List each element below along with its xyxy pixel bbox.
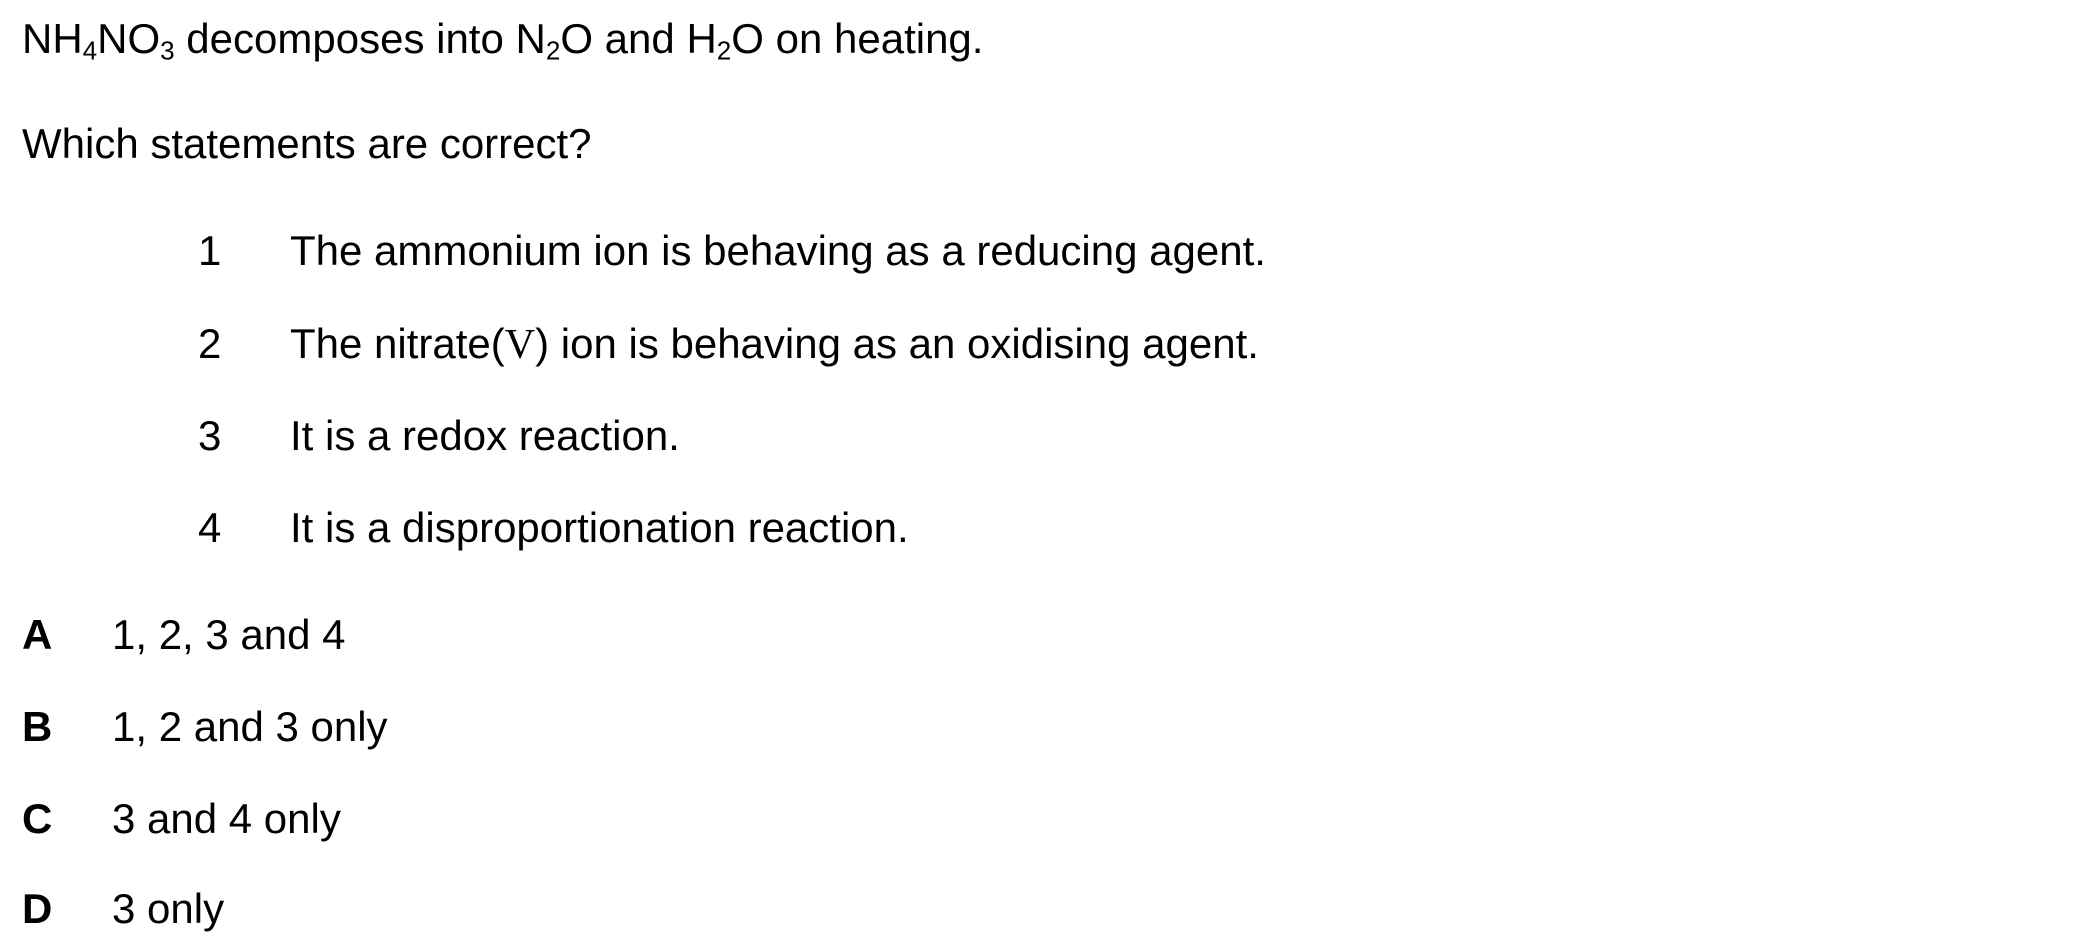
answer-option-a[interactable]: [0, 611, 2100, 664]
option-text: 3 only: [112, 885, 225, 932]
question-stem: $NH_4NO_3$ decomposes into $N_2O$ and $H_2O$ on heating.: [22, 15, 984, 66]
statement-number: 1: [198, 227, 222, 274]
formula-water: $H_2O$: [686, 15, 764, 66]
answer-option-c[interactable]: [0, 795, 2100, 848]
option-text: 3 and 4 only: [112, 795, 341, 842]
statement-number: 3: [198, 412, 222, 459]
statement-text: The ammonium ion is behaving as a reducing agent.: [290, 227, 1266, 274]
statement-item: [0, 412, 2100, 465]
formula-ammonium-nitrate: $NH_4NO_3$: [22, 15, 175, 66]
option-letter: D: [22, 885, 53, 932]
statement-item: [0, 504, 2100, 557]
statement-item: [0, 320, 2100, 373]
option-letter: B: [22, 703, 53, 750]
formula-dinitrogen-oxide: $N_2O$: [515, 15, 594, 66]
statement-item: [0, 227, 2100, 280]
answer-option-b[interactable]: [0, 703, 2100, 756]
statement-text: The nitrate(V) ion is behaving as an oxidising agent.: [290, 320, 1259, 368]
question-prompt: Which statements are correct?: [22, 120, 592, 167]
option-letter: A: [22, 611, 53, 658]
option-letter: C: [22, 795, 53, 842]
answer-option-d[interactable]: [0, 885, 2100, 938]
option-text: 1, 2, 3 and 4: [112, 611, 346, 658]
statement-number: 2: [198, 320, 222, 367]
statement-number: 4: [198, 504, 222, 551]
statement-text: It is a disproportionation reaction.: [290, 504, 909, 551]
statement-text: It is a redox reaction.: [290, 412, 680, 459]
option-text: 1, 2 and 3 only: [112, 703, 388, 750]
